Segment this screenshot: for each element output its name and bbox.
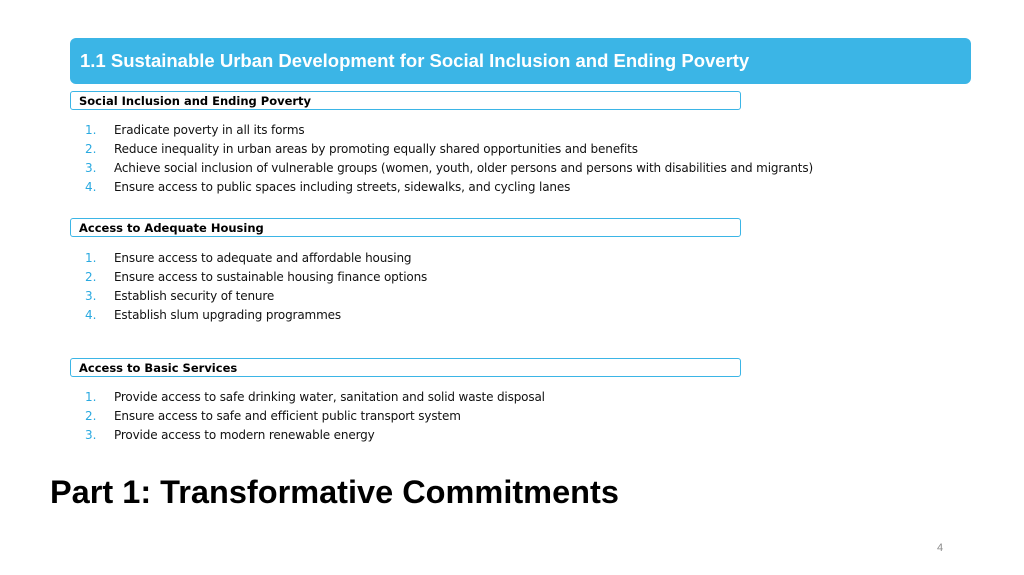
list-item bbox=[85, 406, 545, 425]
header-banner bbox=[70, 38, 971, 84]
list-item-text: Ensure access to sustainable housing finance options bbox=[114, 269, 428, 284]
list-item bbox=[85, 248, 427, 267]
part-title: Part 1: Transformative Commitments bbox=[50, 474, 619, 510]
list-item-text: Ensure access to adequate and affordable housing bbox=[114, 250, 412, 265]
list-item-text: Establish security of tenure bbox=[114, 288, 275, 303]
section-heading-adequate-housing bbox=[70, 218, 741, 237]
list-item-number: 1. bbox=[85, 389, 97, 404]
list-item-text: Provide access to safe drinking water, sanitation and solid waste disposal bbox=[114, 389, 545, 404]
slide-title: 1.1 Sustainable Urban Development for Social Inclusion and Ending Poverty bbox=[80, 50, 750, 71]
section-heading-label: Social Inclusion and Ending Poverty bbox=[79, 93, 312, 108]
list-item-number: 4. bbox=[85, 180, 97, 195]
list-item-number: 3. bbox=[85, 288, 97, 303]
list-item bbox=[85, 387, 545, 406]
list-item-number: 2. bbox=[85, 141, 97, 156]
list-item bbox=[85, 178, 813, 197]
list-item-text: Establish slum upgrading programmes bbox=[114, 308, 341, 323]
list-item-text: Ensure access to public spaces including streets, sidewalks, and cycling lanes bbox=[114, 180, 571, 195]
list-item-text: Eradicate poverty in all its forms bbox=[114, 122, 305, 137]
section-heading-basic-services bbox=[70, 358, 741, 377]
list-item-number: 2. bbox=[85, 269, 97, 284]
social-inclusion-list bbox=[85, 120, 813, 197]
section-heading-label: Access to Adequate Housing bbox=[79, 220, 264, 235]
list-item-number: 2. bbox=[85, 408, 97, 423]
list-item bbox=[85, 306, 427, 325]
section-heading-social-inclusion bbox=[70, 91, 741, 110]
list-item-text: Ensure access to safe and efficient public transport system bbox=[114, 408, 461, 423]
list-item bbox=[85, 139, 813, 158]
list-item-number: 1. bbox=[85, 250, 97, 265]
list-item bbox=[85, 286, 427, 305]
basic-services-list bbox=[85, 387, 545, 445]
list-item-text: Provide access to modern renewable energy bbox=[114, 427, 375, 442]
adequate-housing-list bbox=[85, 248, 427, 325]
list-item bbox=[85, 267, 427, 286]
page-number: 4 bbox=[937, 542, 944, 554]
list-item-number: 1. bbox=[85, 122, 97, 137]
list-item bbox=[85, 120, 813, 139]
section-heading-label: Access to Basic Services bbox=[79, 360, 238, 375]
list-item-number: 4. bbox=[85, 308, 97, 323]
list-item-number: 3. bbox=[85, 427, 97, 442]
list-item-text: Achieve social inclusion of vulnerable groups (women, youth, older persons and persons with disabilities and migrants) bbox=[114, 160, 813, 175]
list-item bbox=[85, 425, 545, 444]
list-item bbox=[85, 158, 813, 177]
list-item-text: Reduce inequality in urban areas by promoting equally shared opportunities and benefits bbox=[114, 141, 638, 156]
list-item-number: 3. bbox=[85, 160, 97, 175]
